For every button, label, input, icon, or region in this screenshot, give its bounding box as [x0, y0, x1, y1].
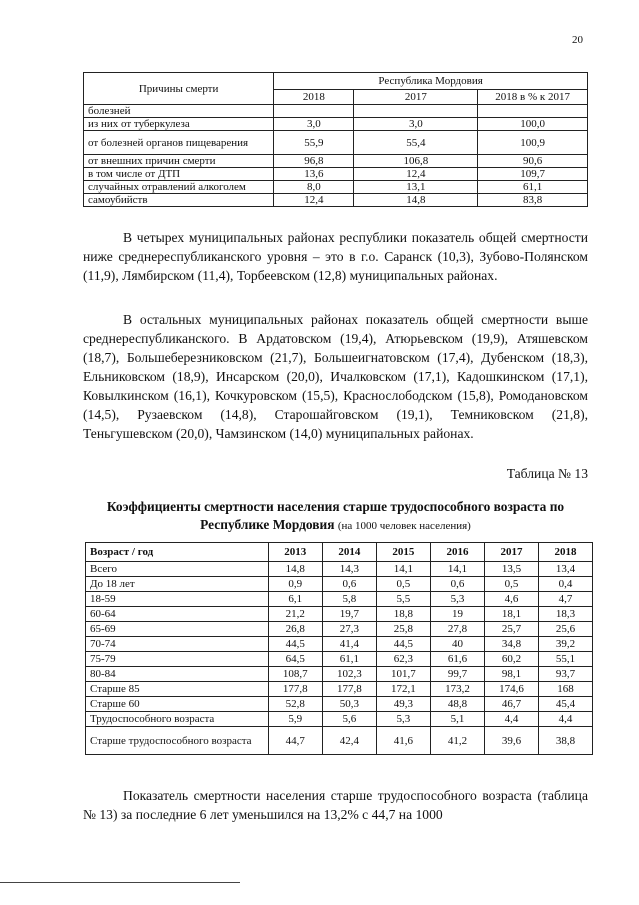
cell: 0,5 — [484, 577, 538, 592]
paragraph-conclusion: Показатель смертности населения старше трудоспособного возраста (таблица № 13) за последние 6 лет уменьшился на 13,2% с 44,7 на 1000 — [83, 788, 588, 822]
cell: 5,8 — [322, 592, 376, 607]
cell: 61,1 — [478, 181, 588, 194]
cell: 39,2 — [539, 637, 593, 652]
cell: 64,5 — [268, 652, 322, 667]
cell: 4,4 — [539, 712, 593, 727]
header-year: 2017 — [484, 543, 538, 562]
cell: 0,9 — [268, 577, 322, 592]
mortality-coefficients-table — [85, 542, 593, 755]
table-title-text: Коэффициенты смертности населения старше трудоспособного возраста по Республике Мордовия — [106, 499, 565, 532]
cell: 49,3 — [376, 697, 430, 712]
table-row — [86, 667, 593, 682]
row-label: болезней — [84, 105, 274, 118]
table-row — [86, 727, 593, 755]
header-year: 2013 — [268, 543, 322, 562]
footnote-divider — [0, 882, 240, 883]
cell: 173,2 — [430, 682, 484, 697]
cell: 27,8 — [430, 622, 484, 637]
cell: 27,3 — [322, 622, 376, 637]
table-row — [84, 181, 588, 194]
cell: 38,8 — [539, 727, 593, 755]
cell: 14,1 — [376, 562, 430, 577]
table-title — [83, 498, 588, 535]
cell: 5,1 — [430, 712, 484, 727]
cell: 41,4 — [322, 637, 376, 652]
cell: 21,2 — [268, 607, 322, 622]
cell: 5,3 — [430, 592, 484, 607]
row-label: Трудоспособного возраста — [86, 712, 269, 727]
cell: 106,8 — [354, 155, 478, 168]
cell: 60,2 — [484, 652, 538, 667]
cell: 19 — [430, 607, 484, 622]
cell: 4,7 — [539, 592, 593, 607]
cell: 8,0 — [274, 181, 354, 194]
table-row — [86, 637, 593, 652]
cell: 4,6 — [484, 592, 538, 607]
cell: 46,7 — [484, 697, 538, 712]
header-year: 2016 — [430, 543, 484, 562]
cell: 62,3 — [376, 652, 430, 667]
cell: 39,6 — [484, 727, 538, 755]
table-row — [86, 697, 593, 712]
cell: 48,8 — [430, 697, 484, 712]
cell: 98,1 — [484, 667, 538, 682]
cell: 0,6 — [430, 577, 484, 592]
row-label: в том числе от ДТП — [84, 168, 274, 181]
cell: 41,6 — [376, 727, 430, 755]
row-label: 18-59 — [86, 592, 269, 607]
table-row — [86, 622, 593, 637]
cell: 14,3 — [322, 562, 376, 577]
row-label: 80-84 — [86, 667, 269, 682]
row-label: из них от туберкулеза — [84, 118, 274, 131]
cell: 18,8 — [376, 607, 430, 622]
cell: 25,7 — [484, 622, 538, 637]
cell: 177,8 — [322, 682, 376, 697]
table-row — [84, 194, 588, 207]
row-label: 65-69 — [86, 622, 269, 637]
cell: 44,5 — [376, 637, 430, 652]
cell: 12,4 — [354, 168, 478, 181]
cell: 34,8 — [484, 637, 538, 652]
cell: 55,4 — [354, 131, 478, 155]
cell: 100,0 — [478, 118, 588, 131]
row-label: самоубийств — [84, 194, 274, 207]
cell: 100,9 — [478, 131, 588, 155]
cell: 44,7 — [268, 727, 322, 755]
cell: 50,3 — [322, 697, 376, 712]
paragraph-high-mortality: В остальных муниципальных районах показатель общей смертности выше среднереспубликанского. В Ардатовском (19,4), Атюрьевском (19,9), Атяшевском (18,7), Большеберезниковском (21,7), Большеигнатовском (17,4), Дубенском (18,3), Ельниковском (18,9), Инсарском (20,0), Ичалковском (17,1), Кадошкинском (17,1), Ковылкинском (16,1), Кочкуровском (15,5), Краснослободском (15,8), Ромодановском (14,5), Рузаевском (14,8), Старошайговском (19,1), Темниковском (21,8), Теньгушевском (20,0), Чамзинском (14,0) муниципальных районах. — [83, 312, 588, 441]
table-row — [86, 592, 593, 607]
row-label: 70-74 — [86, 637, 269, 652]
page-number: 20 — [572, 34, 583, 46]
row-label: случайных отравлений алкоголем — [84, 181, 274, 194]
row-label: от внешних причин смерти — [84, 155, 274, 168]
table-row — [86, 577, 593, 592]
table-header-row — [86, 543, 593, 562]
row-label: Всего — [86, 562, 269, 577]
cell — [478, 105, 588, 118]
table-row — [86, 607, 593, 622]
cell: 18,3 — [539, 607, 593, 622]
cell: 0,6 — [322, 577, 376, 592]
cell: 109,7 — [478, 168, 588, 181]
paragraph-low-mortality: В четырех муниципальных районах республики показатель общей смертности ниже среднереспубликанского уровня – это в г.о. Саранск (10,3), Зубово-Полянском (11,9), Лямбирском (11,4), Торбеевском (12,8) муниципальных районах. — [83, 230, 588, 283]
cell: 25,8 — [376, 622, 430, 637]
header-year: 2018 — [539, 543, 593, 562]
row-label: 75-79 — [86, 652, 269, 667]
header-year: 2015 — [376, 543, 430, 562]
cell: 83,8 — [478, 194, 588, 207]
cell: 172,1 — [376, 682, 430, 697]
row-label: Старше 60 — [86, 697, 269, 712]
row-label: До 18 лет — [86, 577, 269, 592]
table-row — [84, 131, 588, 155]
header-year: 2018 — [274, 90, 354, 105]
cell: 90,6 — [478, 155, 588, 168]
cell: 99,7 — [430, 667, 484, 682]
cell: 25,6 — [539, 622, 593, 637]
cell: 168 — [539, 682, 593, 697]
header-age-year: Возраст / год — [86, 543, 269, 562]
table-row — [84, 168, 588, 181]
cell: 42,4 — [322, 727, 376, 755]
table-row — [86, 562, 593, 577]
cell: 61,1 — [322, 652, 376, 667]
cell: 45,4 — [539, 697, 593, 712]
cell: 5,5 — [376, 592, 430, 607]
row-label: 60-64 — [86, 607, 269, 622]
cell: 3,0 — [274, 118, 354, 131]
header-year: 2017 — [354, 90, 478, 105]
cell: 41,2 — [430, 727, 484, 755]
table-number-label: Таблица № 13 — [506, 466, 588, 481]
cell: 12,4 — [274, 194, 354, 207]
header-percent: 2018 в % к 2017 — [478, 90, 588, 105]
cell: 108,7 — [268, 667, 322, 682]
cell: 0,4 — [539, 577, 593, 592]
cell: 55,9 — [274, 131, 354, 155]
cell: 44,5 — [268, 637, 322, 652]
cell — [274, 105, 354, 118]
cell: 177,8 — [268, 682, 322, 697]
table-row — [86, 682, 593, 697]
table-row — [84, 105, 588, 118]
cell: 5,6 — [322, 712, 376, 727]
cell: 26,8 — [268, 622, 322, 637]
cell: 18,1 — [484, 607, 538, 622]
cell: 13,5 — [484, 562, 538, 577]
table-row — [86, 712, 593, 727]
table-row — [84, 155, 588, 168]
cell: 13,6 — [274, 168, 354, 181]
cell: 55,1 — [539, 652, 593, 667]
cell: 52,8 — [268, 697, 322, 712]
cell — [354, 105, 478, 118]
cell: 14,8 — [268, 562, 322, 577]
table-title-units: (на 1000 человек населения) — [337, 520, 471, 532]
cell: 13,4 — [539, 562, 593, 577]
cell: 14,1 — [430, 562, 484, 577]
cell: 14,8 — [354, 194, 478, 207]
cell: 5,3 — [376, 712, 430, 727]
cell: 19,7 — [322, 607, 376, 622]
row-label: Старше трудоспособного возраста — [86, 727, 269, 755]
cell: 4,4 — [484, 712, 538, 727]
cell: 13,1 — [354, 181, 478, 194]
cell: 61,6 — [430, 652, 484, 667]
cell: 101,7 — [376, 667, 430, 682]
cell: 93,7 — [539, 667, 593, 682]
row-label: Старше 85 — [86, 682, 269, 697]
table-row — [86, 652, 593, 667]
cell: 102,3 — [322, 667, 376, 682]
cell: 5,9 — [268, 712, 322, 727]
table-row — [84, 118, 588, 131]
cell: 6,1 — [268, 592, 322, 607]
causes-of-death-table — [83, 72, 588, 207]
cell: 96,8 — [274, 155, 354, 168]
cell: 40 — [430, 637, 484, 652]
cell: 3,0 — [354, 118, 478, 131]
row-label: от болезней органов пищеварения — [84, 131, 274, 155]
header-year: 2014 — [322, 543, 376, 562]
cell: 0,5 — [376, 577, 430, 592]
cell: 174,6 — [484, 682, 538, 697]
header-region: Республика Мордовия — [274, 73, 588, 90]
header-causes: Причины смерти — [84, 73, 274, 105]
